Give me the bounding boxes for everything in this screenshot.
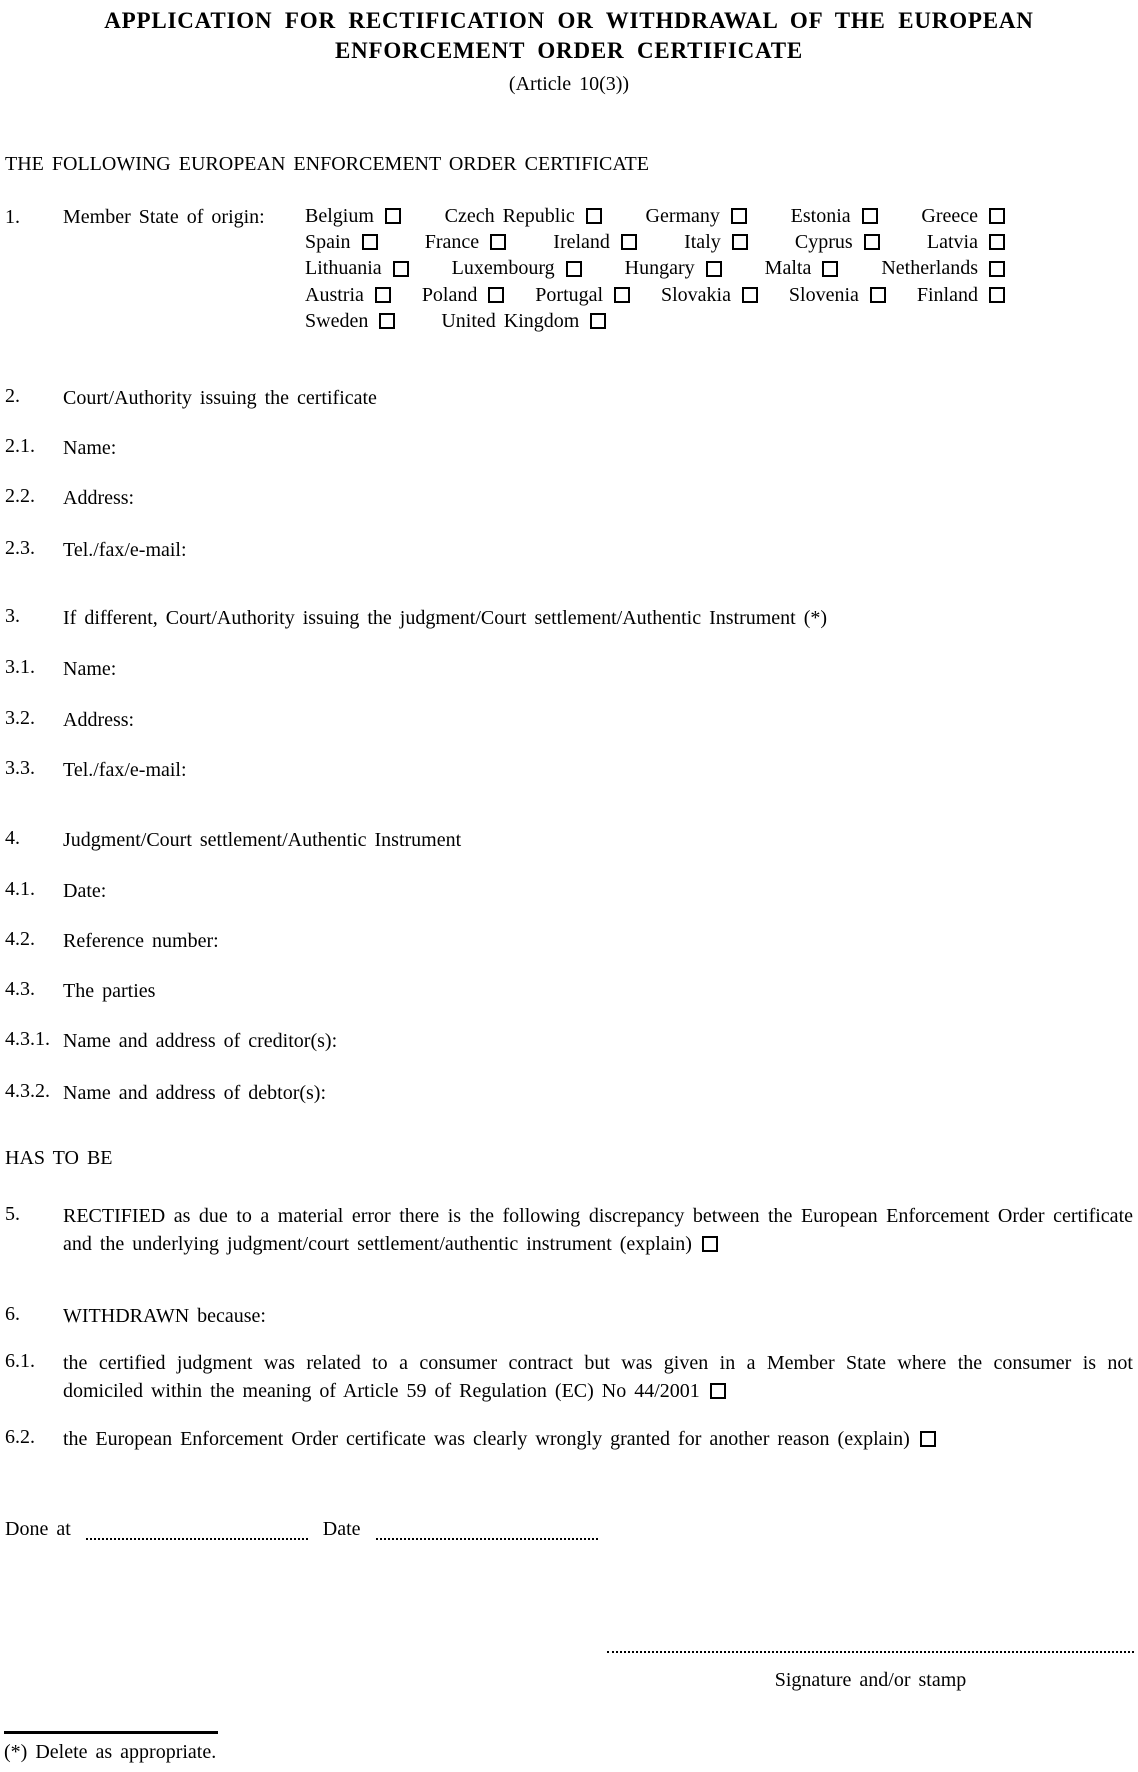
- item-number: 4.2.: [5, 928, 35, 950]
- checkbox-estonia[interactable]: [862, 208, 878, 224]
- checkbox-item-6-1[interactable]: [710, 1383, 726, 1399]
- item-text: Tel./fax/e-mail:: [63, 539, 187, 561]
- country-name: Cyprus: [794, 230, 853, 253]
- member-state-option: [425, 231, 506, 254]
- country-name: Malta: [764, 257, 812, 280]
- member-state-grid: [305, 203, 1005, 334]
- item-number: 6.1.: [5, 1350, 35, 1372]
- checkbox-poland[interactable]: [488, 287, 504, 303]
- form-item-6-2: [5, 1426, 1133, 1454]
- country-name: Czech Republic: [444, 204, 575, 227]
- member-state-option: [441, 310, 606, 333]
- country-name: United Kingdom: [441, 309, 580, 332]
- member-state-option: [553, 231, 637, 254]
- checkbox-slovenia[interactable]: [870, 287, 886, 303]
- checkbox-lithuania[interactable]: [393, 261, 409, 277]
- form-item-4-3: [5, 978, 1133, 1006]
- item-text: HAS TO BE: [5, 1147, 113, 1169]
- member-state-row: [305, 203, 1005, 229]
- member-state-option: [422, 284, 505, 307]
- member-state-row: [305, 229, 1005, 255]
- checkbox-spain[interactable]: [362, 234, 378, 250]
- checkbox-latvia[interactable]: [989, 234, 1005, 250]
- member-state-row: [305, 308, 1005, 334]
- date-label: Date: [322, 1518, 361, 1540]
- country-name: Spain: [305, 230, 351, 253]
- item-number: 2.3.: [5, 537, 35, 559]
- item-text: Name:: [63, 437, 117, 459]
- item-text: Name and address of debtor(s):: [63, 1082, 327, 1104]
- member-state-option: [789, 284, 886, 307]
- country-name: Greece: [921, 204, 978, 227]
- member-state-option: [921, 205, 1005, 228]
- item-number: 4.1.: [5, 878, 35, 900]
- checkbox-austria[interactable]: [375, 287, 391, 303]
- country-name: Belgium: [305, 204, 374, 227]
- intro-statement: THE FOLLOWING EUROPEAN ENFORCEMENT ORDER CERTIFICATE: [5, 153, 649, 175]
- checkbox-portugal[interactable]: [614, 287, 630, 303]
- item-text: the European Enforcement Order certificate was clearly wrongly granted for another reason (explain): [5, 1426, 1133, 1454]
- country-name: Sweden: [305, 309, 369, 332]
- member-state-option: [305, 284, 391, 307]
- item-number: 6.: [5, 1303, 20, 1325]
- country-name: France: [424, 230, 480, 253]
- item-number: 2.1.: [5, 435, 35, 457]
- checkbox-item-5[interactable]: [702, 1236, 718, 1252]
- item-text: Judgment/Court settlement/Authentic Instrument: [63, 829, 462, 851]
- country-name: Slovakia: [661, 283, 731, 306]
- signature-fill-line[interactable]: [607, 1636, 1134, 1653]
- country-name: Germany: [645, 204, 720, 227]
- checkbox-greece[interactable]: [989, 208, 1005, 224]
- member-state-label: Member State of origin:: [63, 206, 265, 228]
- member-state-option: [795, 231, 880, 254]
- form-item-3-3: [5, 757, 1133, 785]
- form-item-2: [5, 385, 1133, 413]
- checkbox-cyprus[interactable]: [864, 234, 880, 250]
- checkbox-united-kingdom[interactable]: [590, 313, 606, 329]
- country-name: Lithuania: [305, 257, 382, 280]
- form-item-2-3: [5, 537, 1133, 565]
- member-state-row: [305, 282, 1005, 308]
- country-name: Netherlands: [881, 257, 978, 280]
- item-number: 3.3.: [5, 757, 35, 779]
- item-text: RECTIFIED as due to a material error there is the following discrepancy between the European Enforcement Order certificate and the underlying judgment/court settlement/authentic instrument (explain): [63, 1205, 1133, 1255]
- item-text: Address:: [63, 709, 135, 731]
- form-has-to-be: [5, 1145, 1133, 1173]
- country-name: Luxembourg: [451, 257, 555, 280]
- form-title-text: APPLICATION FOR RECTIFICATION OR WITHDRAWAL OF THE EUROPEAN ENFORCEMENT ORDER CERTIFICATE: [104, 8, 1034, 63]
- form-item-3: [5, 605, 1133, 633]
- country-name: Ireland: [553, 230, 610, 253]
- member-state-row: [305, 256, 1005, 282]
- form-item-3-1: [5, 656, 1133, 684]
- item-number: 2.: [5, 385, 20, 407]
- form-item-4-2: [5, 928, 1133, 956]
- item-text: WITHDRAWN because:: [63, 1305, 266, 1327]
- country-name: Poland: [421, 283, 478, 306]
- done-at-fill-line[interactable]: [86, 1522, 308, 1540]
- country-name: Latvia: [926, 230, 978, 253]
- checkbox-sweden[interactable]: [379, 313, 395, 329]
- checkbox-czech-republic[interactable]: [586, 208, 602, 224]
- item-text: Reference number:: [63, 930, 219, 952]
- item-number: 4.3.: [5, 978, 35, 1000]
- checkbox-slovakia[interactable]: [742, 287, 758, 303]
- member-state-option: [305, 205, 401, 228]
- form-item-6: [5, 1303, 1133, 1331]
- checkbox-france[interactable]: [490, 234, 506, 250]
- form-item-3-2: [5, 707, 1133, 735]
- done-at-label: Done at: [5, 1518, 71, 1540]
- item-number: 3.2.: [5, 707, 35, 729]
- checkbox-hungary[interactable]: [706, 261, 722, 277]
- checkbox-germany[interactable]: [731, 208, 747, 224]
- member-state-option: [684, 231, 748, 254]
- item-text: the certified judgment was related to a consumer contract but was given in a Member State where the consumer is not domiciled within the meaning of Article 59 of Regulation (EC) No 44/2001: [63, 1352, 1133, 1402]
- country-name: Slovenia: [788, 283, 859, 306]
- country-name: Finland: [916, 283, 978, 306]
- item-text: Court/Authority issuing the certificate: [63, 387, 377, 409]
- signature-caption: Signature and/or stamp: [774, 1669, 967, 1691]
- form-item-5: [5, 1203, 1133, 1258]
- form-item-4: [5, 827, 1133, 855]
- form-item-6-1: [5, 1350, 1133, 1405]
- checkbox-belgium[interactable]: [385, 208, 401, 224]
- item-number: 4.3.1.: [5, 1028, 50, 1050]
- member-state-option: [535, 284, 630, 307]
- country-name: Estonia: [790, 204, 851, 227]
- checkbox-finland[interactable]: [989, 287, 1005, 303]
- country-name: Austria: [305, 283, 364, 306]
- member-state-option: [625, 257, 722, 280]
- member-state-option: [646, 205, 747, 228]
- member-state-option: [927, 231, 1005, 254]
- country-name: Portugal: [535, 283, 604, 306]
- item-number-1: 1.: [5, 206, 20, 228]
- form-item-4-3-1: [5, 1028, 1133, 1056]
- form-item-4-1: [5, 878, 1133, 906]
- article-reference: (Article 10(3)): [508, 73, 630, 95]
- checkbox-netherlands[interactable]: [989, 261, 1005, 277]
- footnote-rule: [4, 1731, 218, 1734]
- country-name: Italy: [684, 230, 721, 253]
- form-item-2-1: [5, 435, 1133, 463]
- member-state-option: [305, 257, 409, 280]
- form-item-2-2: [5, 485, 1133, 513]
- country-name: Hungary: [624, 257, 695, 280]
- member-state-option: [661, 284, 758, 307]
- checkbox-italy[interactable]: [732, 234, 748, 250]
- item-text: If different, Court/Authority issuing the judgment/Court settlement/Authentic Instrument (*): [63, 607, 828, 629]
- item-number: 5.: [5, 1203, 20, 1225]
- item-number: 6.2.: [5, 1426, 35, 1448]
- date-fill-line[interactable]: [376, 1522, 598, 1540]
- item-number: 4.3.2.: [5, 1080, 50, 1102]
- item-number: 3.: [5, 605, 20, 627]
- form-title: [0, 6, 1138, 66]
- member-state-option: [765, 257, 839, 280]
- member-state-option: [791, 205, 878, 228]
- item-text: Name:: [63, 658, 117, 680]
- item-text: Tel./fax/e-mail:: [63, 759, 187, 781]
- form-item-4-3-2: [5, 1080, 1133, 1108]
- item-text: Name and address of creditor(s):: [63, 1030, 338, 1052]
- item-number: 4.: [5, 827, 20, 849]
- item-number: 2.2.: [5, 485, 35, 507]
- checkbox-ireland[interactable]: [621, 234, 637, 250]
- checkbox-malta[interactable]: [822, 261, 838, 277]
- member-state-option: [445, 205, 602, 228]
- footnote-text: (*) Delete as appropriate.: [4, 1741, 217, 1763]
- item-text: Address:: [63, 487, 135, 509]
- item-number: 3.1.: [5, 656, 35, 678]
- member-state-option: [452, 257, 582, 280]
- checkbox-item-6-2[interactable]: [920, 1431, 936, 1447]
- item-text: Date:: [63, 880, 107, 902]
- checkbox-luxembourg[interactable]: [566, 261, 582, 277]
- member-state-option: [881, 257, 1005, 280]
- member-state-option: [917, 284, 1005, 307]
- member-state-option: [305, 231, 378, 254]
- done-at-line: [5, 1518, 613, 1540]
- item-text: The parties: [63, 980, 156, 1002]
- member-state-option: [305, 310, 395, 333]
